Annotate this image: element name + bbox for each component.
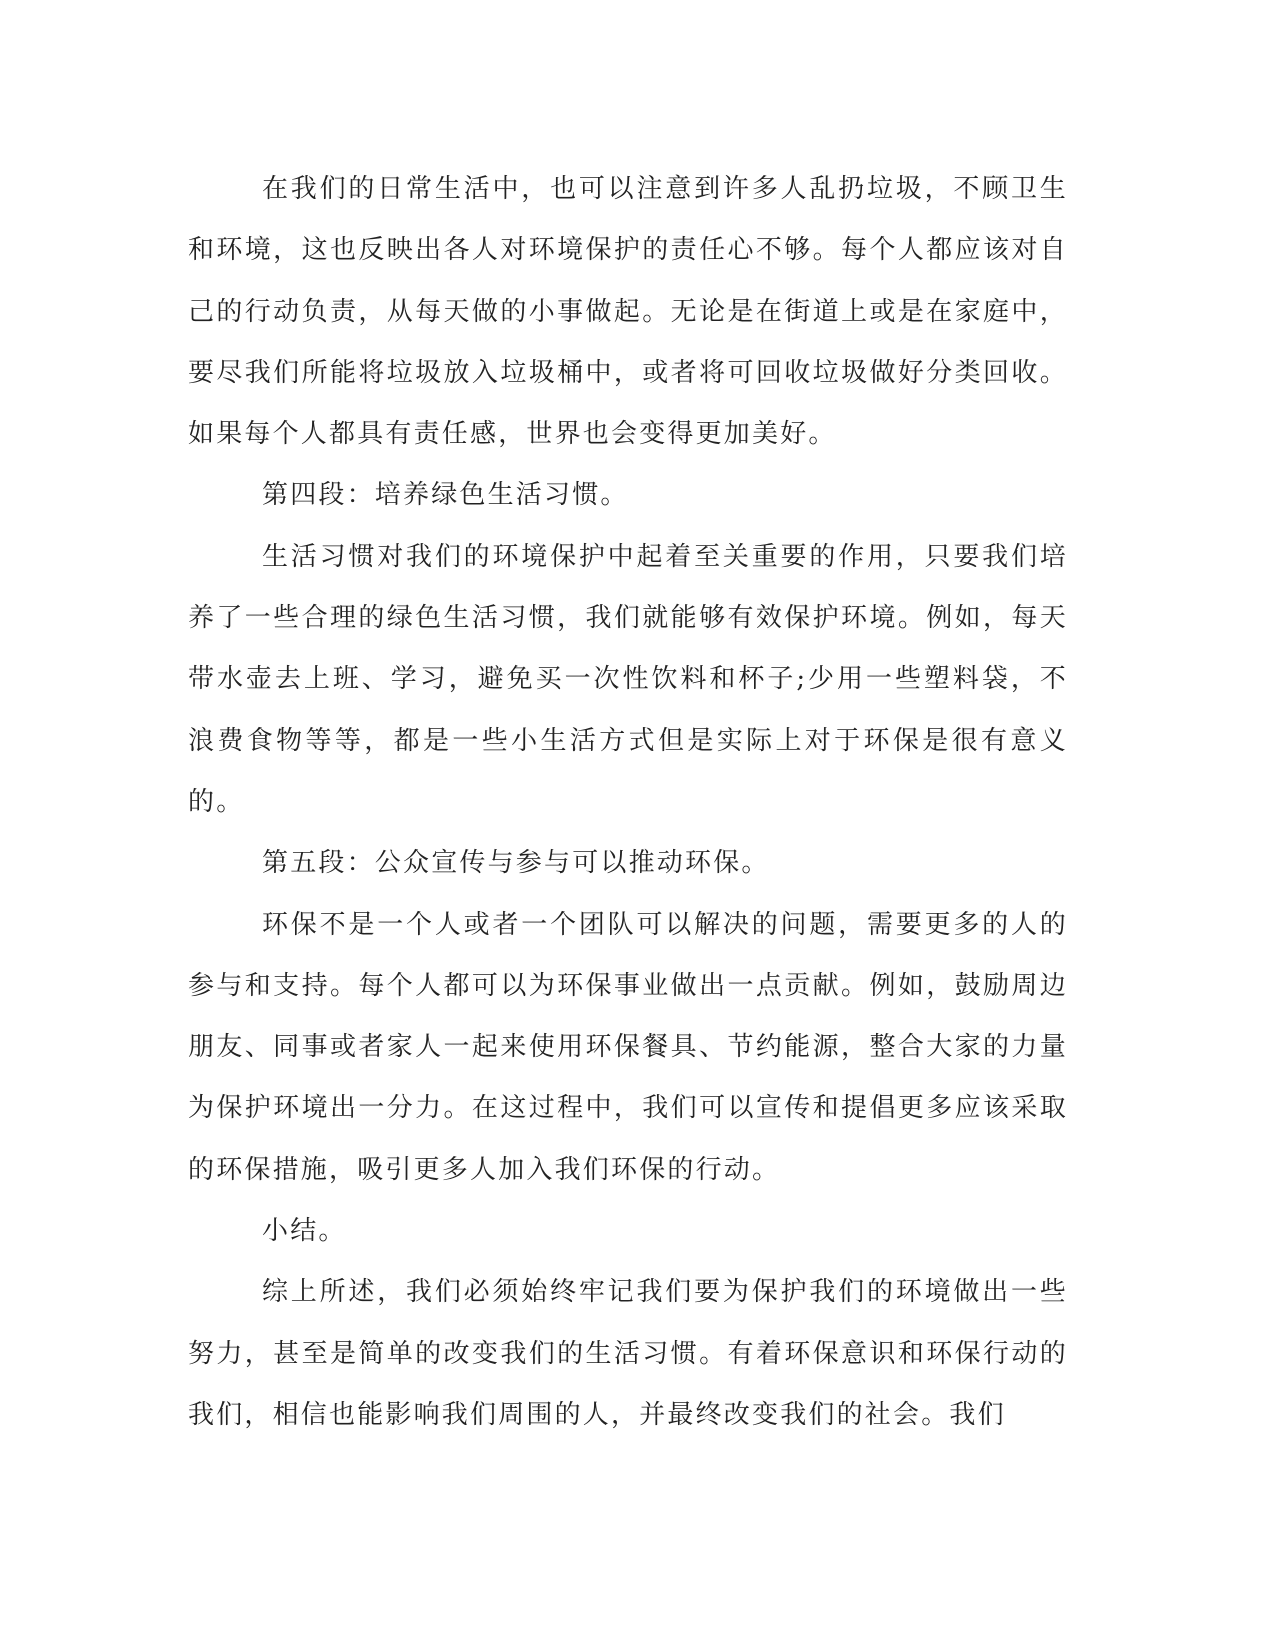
- section-heading-summary: 小结。: [262, 1216, 347, 1247]
- paragraph-conclusion: 综上所述，我们必须始终牢记我们要为保护我们的环境做出一些努力，甚至是简单的改变我们的生活习惯。有着环保意识和环保行动的我们，相信也能影响我们周围的人，并最终改变我们的社会。我们: [188, 1277, 1068, 1430]
- paragraph-green-habits: 生活习惯对我们的环境保护中起着至关重要的作用，只要我们培养了一些合理的绿色生活习惯，我们就能够有效保护环境。例如，每天带水壶去上班、学习，避免买一次性饮料和杯子;少用一些塑料袋，不浪费食物等等，都是一些小生活方式但是实际上对于环保是很有意义的。: [188, 541, 1068, 817]
- section-heading-4: 第四段：培养绿色生活习惯。: [262, 480, 629, 511]
- document-body: [188, 159, 1068, 1446]
- paragraph-public-participation: 环保不是一个人或者一个团队可以解决的问题，需要更多的人的参与和支持。每个人都可以为环保事业做出一点贡献。例如，鼓励周边朋友、同事或者家人一起来使用环保餐具、节约能源，整合大家的力量为保护环境出一分力。在这过程中，我们可以宣传和提倡更多应该采取的环保措施，吸引更多人加入我们环保的行动。: [188, 909, 1068, 1185]
- paragraph-responsibility: 在我们的日常生活中，也可以注意到许多人乱扔垃圾，不顾卫生和环境，这也反映出各人对环境保护的责任心不够。每个人都应该对自己的行动负责，从每天做的小事做起。无论是在街道上或是在家庭中，要尽我们所能将垃圾放入垃圾桶中，或者将可回收垃圾做好分类回收。如果每个人都具有责任感，世界也会变得更加美好。: [188, 174, 1068, 450]
- section-heading-5: 第五段：公众宣传与参与可以推动环保。: [262, 848, 770, 879]
